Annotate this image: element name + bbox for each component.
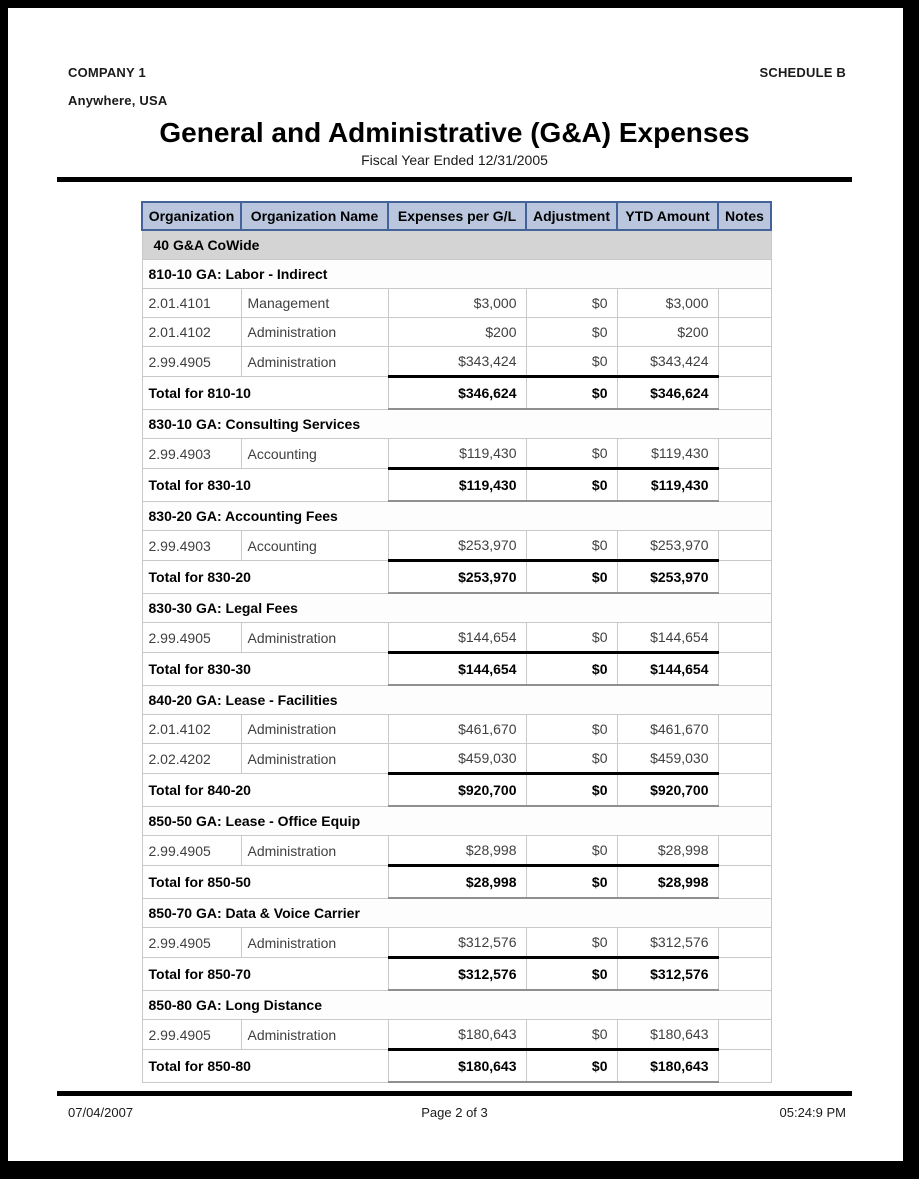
expenses-cell: $200 xyxy=(388,318,526,347)
footer-time: 05:24:9 PM xyxy=(779,1105,846,1120)
expense-row xyxy=(142,347,771,377)
expense-row xyxy=(142,744,771,774)
report-header xyxy=(57,8,852,182)
expenses-cell: $119,430 xyxy=(388,439,526,469)
expense-row xyxy=(142,928,771,958)
column-header-row xyxy=(142,202,771,230)
section-header-label: 840-20 GA: Lease - Facilities xyxy=(142,685,771,715)
section-header-label: 850-80 GA: Long Distance xyxy=(142,990,771,1020)
organization-name-cell: Administration xyxy=(241,623,388,653)
column-header-ytd: YTD Amount xyxy=(617,202,718,230)
adjustment-cell: $0 xyxy=(526,439,617,469)
expense-row xyxy=(142,439,771,469)
header-top-line xyxy=(57,65,852,80)
section-header-label: 850-50 GA: Lease - Office Equip xyxy=(142,806,771,836)
total-label-cell: Total for 840-20 xyxy=(142,774,388,807)
ytd-amount-cell: $180,643 xyxy=(617,1020,718,1050)
total-ytd-cell: $28,998 xyxy=(617,866,718,899)
adjustment-cell: $0 xyxy=(526,715,617,744)
expense-row xyxy=(142,1020,771,1050)
ytd-amount-cell: $200 xyxy=(617,318,718,347)
footer-row xyxy=(57,1105,852,1120)
header-rule xyxy=(57,177,852,182)
organization-name-cell: Administration xyxy=(241,318,388,347)
organization-cell: 2.99.4905 xyxy=(142,1020,241,1050)
expenses-cell: $28,998 xyxy=(388,836,526,866)
ytd-amount-cell: $312,576 xyxy=(617,928,718,958)
expenses-table xyxy=(141,201,772,1083)
notes-cell xyxy=(718,623,771,653)
total-ytd-cell: $119,430 xyxy=(617,469,718,502)
total-notes-cell xyxy=(718,377,771,410)
section-header-label: 830-20 GA: Accounting Fees xyxy=(142,501,771,531)
total-ytd-cell: $346,624 xyxy=(617,377,718,410)
section-header-label: 850-70 GA: Data & Voice Carrier xyxy=(142,898,771,928)
total-label-cell: Total for 850-50 xyxy=(142,866,388,899)
organization-name-cell: Accounting xyxy=(241,531,388,561)
total-expenses-cell: $180,643 xyxy=(388,1050,526,1083)
adjustment-cell: $0 xyxy=(526,347,617,377)
section-total-row xyxy=(142,1050,771,1083)
total-notes-cell xyxy=(718,469,771,502)
section-total-row xyxy=(142,561,771,594)
organization-name-cell: Administration xyxy=(241,744,388,774)
ytd-amount-cell: $119,430 xyxy=(617,439,718,469)
section-header-row xyxy=(142,685,771,715)
total-label-cell: Total for 830-20 xyxy=(142,561,388,594)
section-total-row xyxy=(142,774,771,807)
report-page xyxy=(8,8,903,1161)
adjustment-cell: $0 xyxy=(526,289,617,318)
notes-cell xyxy=(718,744,771,774)
section-total-row xyxy=(142,469,771,502)
footer-page-number: Page 2 of 3 xyxy=(421,1105,488,1120)
expense-row xyxy=(142,531,771,561)
organization-cell: 2.01.4102 xyxy=(142,715,241,744)
company-location: Anywhere, USA xyxy=(68,93,168,108)
total-notes-cell xyxy=(718,561,771,594)
total-ytd-cell: $920,700 xyxy=(617,774,718,807)
total-adjustment-cell: $0 xyxy=(526,377,617,410)
section-header-row xyxy=(142,409,771,439)
expenses-cell: $3,000 xyxy=(388,289,526,318)
section-total-row xyxy=(142,866,771,899)
ytd-amount-cell: $343,424 xyxy=(617,347,718,377)
report-footer xyxy=(57,1082,852,1120)
section-header-row xyxy=(142,990,771,1020)
expenses-cell: $461,670 xyxy=(388,715,526,744)
total-adjustment-cell: $0 xyxy=(526,1050,617,1083)
notes-cell xyxy=(718,715,771,744)
ytd-amount-cell: $3,000 xyxy=(617,289,718,318)
total-expenses-cell: $28,998 xyxy=(388,866,526,899)
company-name: COMPANY 1 xyxy=(68,65,146,80)
footer-date: 07/04/2007 xyxy=(68,1105,134,1120)
section-header-row xyxy=(142,806,771,836)
total-label-cell: Total for 810-10 xyxy=(142,377,388,410)
ytd-amount-cell: $461,670 xyxy=(617,715,718,744)
section-total-row xyxy=(142,958,771,991)
organization-name-cell: Administration xyxy=(241,1020,388,1050)
total-expenses-cell: $253,970 xyxy=(388,561,526,594)
total-label-cell: Total for 850-80 xyxy=(142,1050,388,1083)
notes-cell xyxy=(718,1020,771,1050)
group-row xyxy=(142,230,771,260)
adjustment-cell: $0 xyxy=(526,836,617,866)
total-ytd-cell: $253,970 xyxy=(617,561,718,594)
footer-rule xyxy=(57,1091,852,1096)
total-adjustment-cell: $0 xyxy=(526,958,617,991)
expense-row xyxy=(142,289,771,318)
section-header-row xyxy=(142,898,771,928)
organization-name-cell: Administration xyxy=(241,928,388,958)
group-label: 40 G&A CoWide xyxy=(142,230,771,260)
expenses-cell: $144,654 xyxy=(388,623,526,653)
total-notes-cell xyxy=(718,866,771,899)
ytd-amount-cell: $144,654 xyxy=(617,623,718,653)
organization-cell: 2.99.4903 xyxy=(142,439,241,469)
total-expenses-cell: $346,624 xyxy=(388,377,526,410)
expense-row xyxy=(142,836,771,866)
total-expenses-cell: $144,654 xyxy=(388,653,526,686)
adjustment-cell: $0 xyxy=(526,623,617,653)
total-adjustment-cell: $0 xyxy=(526,774,617,807)
notes-cell xyxy=(718,531,771,561)
total-expenses-cell: $920,700 xyxy=(388,774,526,807)
section-header-label: 830-10 GA: Consulting Services xyxy=(142,409,771,439)
section-header-label: 830-30 GA: Legal Fees xyxy=(142,593,771,623)
report-title: General and Administrative (G&A) Expenses xyxy=(159,117,750,148)
expenses-table-header xyxy=(142,202,771,230)
organization-cell: 2.01.4102 xyxy=(142,318,241,347)
total-ytd-cell: $180,643 xyxy=(617,1050,718,1083)
expenses-cell: $459,030 xyxy=(388,744,526,774)
total-label-cell: Total for 850-70 xyxy=(142,958,388,991)
section-total-row xyxy=(142,377,771,410)
total-ytd-cell: $312,576 xyxy=(617,958,718,991)
total-notes-cell xyxy=(718,958,771,991)
organization-cell: 2.99.4905 xyxy=(142,836,241,866)
notes-cell xyxy=(718,347,771,377)
section-total-row xyxy=(142,653,771,686)
total-label-cell: Total for 830-30 xyxy=(142,653,388,686)
notes-cell xyxy=(718,318,771,347)
schedule-label: SCHEDULE B xyxy=(759,65,846,80)
column-header-organization: Organization xyxy=(142,202,241,230)
total-adjustment-cell: $0 xyxy=(526,469,617,502)
organization-cell: 2.01.4101 xyxy=(142,289,241,318)
expense-row xyxy=(142,715,771,744)
total-adjustment-cell: $0 xyxy=(526,653,617,686)
organization-name-cell: Administration xyxy=(241,347,388,377)
section-header-row xyxy=(142,593,771,623)
organization-name-cell: Administration xyxy=(241,715,388,744)
adjustment-cell: $0 xyxy=(526,531,617,561)
organization-cell: 2.02.4202 xyxy=(142,744,241,774)
notes-cell xyxy=(718,289,771,318)
ytd-amount-cell: $253,970 xyxy=(617,531,718,561)
organization-cell: 2.99.4905 xyxy=(142,623,241,653)
column-header-notes: Notes xyxy=(718,202,771,230)
section-header-row xyxy=(142,260,771,289)
organization-cell: 2.99.4903 xyxy=(142,531,241,561)
organization-name-cell: Management xyxy=(241,289,388,318)
adjustment-cell: $0 xyxy=(526,1020,617,1050)
total-adjustment-cell: $0 xyxy=(526,561,617,594)
adjustment-cell: $0 xyxy=(526,318,617,347)
total-adjustment-cell: $0 xyxy=(526,866,617,899)
total-expenses-cell: $119,430 xyxy=(388,469,526,502)
section-header-label: 810-10 GA: Labor - Indirect xyxy=(142,260,771,289)
expenses-cell: $253,970 xyxy=(388,531,526,561)
total-ytd-cell: $144,654 xyxy=(617,653,718,686)
notes-cell xyxy=(718,928,771,958)
ytd-amount-cell: $28,998 xyxy=(617,836,718,866)
total-notes-cell xyxy=(718,653,771,686)
organization-name-cell: Administration xyxy=(241,836,388,866)
adjustment-cell: $0 xyxy=(526,744,617,774)
expenses-table-body xyxy=(142,230,771,1082)
notes-cell xyxy=(718,439,771,469)
report-subtitle: Fiscal Year Ended 12/31/2005 xyxy=(361,152,548,168)
organization-name-cell: Accounting xyxy=(241,439,388,469)
total-notes-cell xyxy=(718,774,771,807)
expenses-cell: $343,424 xyxy=(388,347,526,377)
column-header-adjustment: Adjustment xyxy=(526,202,617,230)
adjustment-cell: $0 xyxy=(526,928,617,958)
expense-row xyxy=(142,623,771,653)
column-header-expenses: Expenses per G/L xyxy=(388,202,526,230)
organization-cell: 2.99.4905 xyxy=(142,928,241,958)
expenses-cell: $312,576 xyxy=(388,928,526,958)
total-expenses-cell: $312,576 xyxy=(388,958,526,991)
expenses-cell: $180,643 xyxy=(388,1020,526,1050)
expense-row xyxy=(142,318,771,347)
section-header-row xyxy=(142,501,771,531)
organization-cell: 2.99.4905 xyxy=(142,347,241,377)
total-notes-cell xyxy=(718,1050,771,1083)
column-header-organization-name: Organization Name xyxy=(241,202,388,230)
ytd-amount-cell: $459,030 xyxy=(617,744,718,774)
total-label-cell: Total for 830-10 xyxy=(142,469,388,502)
notes-cell xyxy=(718,836,771,866)
